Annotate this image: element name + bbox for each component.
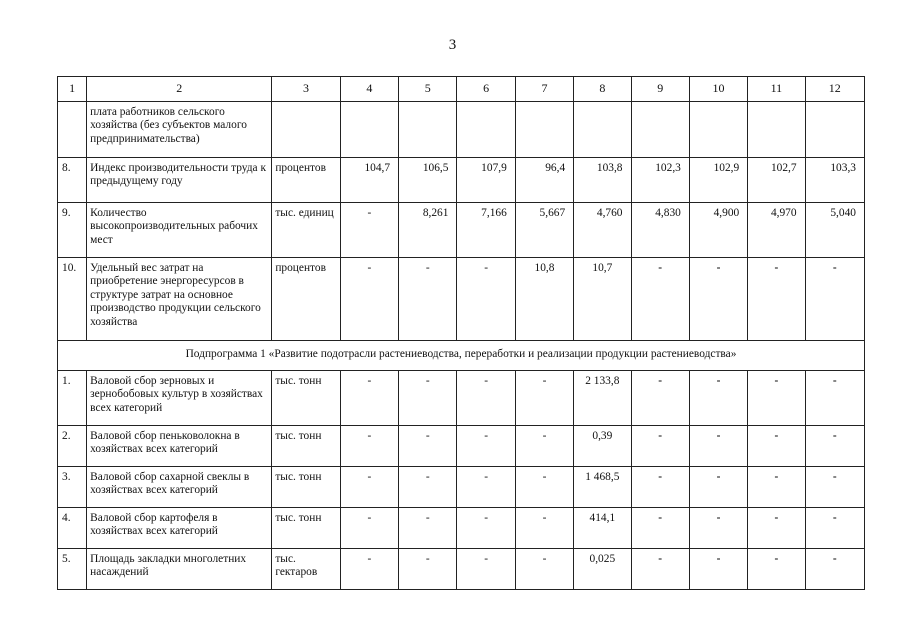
table-row (58, 257, 865, 340)
value-cell: - (340, 466, 398, 507)
column-header: 5 (399, 77, 457, 102)
value-cell (748, 101, 805, 157)
unit-cell: процентов (272, 257, 340, 340)
value-cell: - (340, 548, 398, 589)
value-cell: - (689, 257, 747, 340)
value-cell: - (748, 466, 805, 507)
value-cell: 8,261 (399, 202, 457, 257)
value-cell: - (689, 425, 747, 466)
value-cell: 106,5 (399, 157, 457, 202)
value-cell: 0,39 (574, 425, 631, 466)
value-cell: - (399, 507, 457, 548)
value-cell: - (689, 548, 747, 589)
value-cell (631, 101, 689, 157)
value-cell: - (631, 425, 689, 466)
value-cell: - (805, 370, 864, 425)
row-number: 5. (58, 548, 87, 589)
value-cell: - (515, 548, 573, 589)
table-row (58, 507, 865, 548)
value-cell (399, 101, 457, 157)
value-cell: 104,7 (340, 157, 398, 202)
value-cell: 4,760 (574, 202, 631, 257)
column-header: 3 (272, 77, 340, 102)
column-header: 6 (457, 77, 515, 102)
table-header-row (58, 77, 865, 102)
column-header: 11 (748, 77, 805, 102)
value-cell: 1 468,5 (574, 466, 631, 507)
indicator-name: Удельный вес затрат на приобретение энергоресурсов в структуре затрат на основное производство продукции сельского хозяйства (87, 257, 272, 340)
value-cell: - (399, 370, 457, 425)
value-cell: 7,166 (457, 202, 515, 257)
table-row (58, 548, 865, 589)
indicator-name: Валовой сбор сахарной свеклы в хозяйствах всех категорий (87, 466, 272, 507)
value-cell: - (340, 257, 398, 340)
indicator-name: Площадь закладки многолетних насаждений (87, 548, 272, 589)
value-cell: - (457, 425, 515, 466)
column-header: 7 (515, 77, 573, 102)
table-row (58, 157, 865, 202)
value-cell: - (805, 466, 864, 507)
indicator-name: Количество высокопроизводительных рабочих мест (87, 202, 272, 257)
indicators-table (57, 76, 865, 590)
value-cell: - (631, 370, 689, 425)
row-number: 9. (58, 202, 87, 257)
value-cell: - (340, 202, 398, 257)
row-number: 8. (58, 157, 87, 202)
value-cell: 414,1 (574, 507, 631, 548)
unit-cell: тыс. тонн (272, 466, 340, 507)
value-cell: - (805, 548, 864, 589)
value-cell: - (805, 507, 864, 548)
value-cell: 103,3 (805, 157, 864, 202)
indicator-name: плата работников сельского хозяйства (без субъектов малого предпринимательства) (87, 101, 272, 157)
value-cell: 102,7 (748, 157, 805, 202)
unit-cell: тыс. тонн (272, 370, 340, 425)
value-cell: 10,7 (574, 257, 631, 340)
value-cell: - (399, 257, 457, 340)
value-cell: 102,9 (689, 157, 747, 202)
value-cell: - (689, 466, 747, 507)
value-cell: 102,3 (631, 157, 689, 202)
value-cell: - (457, 257, 515, 340)
value-cell: - (515, 370, 573, 425)
value-cell: 5,667 (515, 202, 573, 257)
column-header: 1 (58, 77, 87, 102)
column-header: 8 (574, 77, 631, 102)
value-cell: - (457, 370, 515, 425)
unit-cell: тыс. гектаров (272, 548, 340, 589)
value-cell: - (805, 425, 864, 466)
value-cell: - (689, 507, 747, 548)
value-cell: - (748, 507, 805, 548)
value-cell: 4,900 (689, 202, 747, 257)
table-row (58, 202, 865, 257)
value-cell: - (748, 370, 805, 425)
value-cell: 10,8 (515, 257, 573, 340)
value-cell: - (631, 466, 689, 507)
value-cell: 4,830 (631, 202, 689, 257)
value-cell (340, 101, 398, 157)
table-row (58, 370, 865, 425)
subprogram-heading-row (58, 340, 865, 370)
value-cell: 2 133,8 (574, 370, 631, 425)
column-header: 4 (340, 77, 398, 102)
column-header: 12 (805, 77, 864, 102)
row-number: 1. (58, 370, 87, 425)
value-cell: - (399, 466, 457, 507)
value-cell: - (340, 507, 398, 548)
value-cell: - (340, 425, 398, 466)
value-cell: - (805, 257, 864, 340)
column-header: 10 (689, 77, 747, 102)
value-cell: 0,025 (574, 548, 631, 589)
value-cell (689, 101, 747, 157)
value-cell: - (631, 257, 689, 340)
value-cell: 4,970 (748, 202, 805, 257)
value-cell: - (631, 548, 689, 589)
value-cell (457, 101, 515, 157)
value-cell: - (515, 466, 573, 507)
page-number: 3 (448, 37, 457, 53)
unit-cell: тыс. тонн (272, 507, 340, 548)
value-cell: - (457, 507, 515, 548)
value-cell: - (399, 548, 457, 589)
value-cell (574, 101, 631, 157)
value-cell: - (748, 548, 805, 589)
unit-cell: тыс. единиц (272, 202, 340, 257)
table-row (58, 425, 865, 466)
value-cell: - (399, 425, 457, 466)
value-cell: - (748, 425, 805, 466)
row-number: 2. (58, 425, 87, 466)
row-number: 3. (58, 466, 87, 507)
table-row (58, 101, 865, 157)
row-number (58, 101, 87, 157)
value-cell (805, 101, 864, 157)
value-cell: - (340, 370, 398, 425)
indicator-name: Валовой сбор картофеля в хозяйствах всех категорий (87, 507, 272, 548)
value-cell: - (748, 257, 805, 340)
value-cell: - (515, 425, 573, 466)
table-row (58, 466, 865, 507)
value-cell: - (689, 370, 747, 425)
unit-cell (272, 101, 340, 157)
indicator-name: Валовой сбор зерновых и зернобобовых культур в хозяйствах всех категорий (87, 370, 272, 425)
value-cell: 107,9 (457, 157, 515, 202)
column-header: 2 (87, 77, 272, 102)
value-cell: 103,8 (574, 157, 631, 202)
indicator-name: Индекс производительности труда к предыдущему году (87, 157, 272, 202)
value-cell: - (457, 548, 515, 589)
row-number: 10. (58, 257, 87, 340)
value-cell: - (631, 507, 689, 548)
value-cell: 5,040 (805, 202, 864, 257)
unit-cell: тыс. тонн (272, 425, 340, 466)
indicator-name: Валовой сбор пеньковолокна в хозяйствах всех категорий (87, 425, 272, 466)
value-cell: - (515, 507, 573, 548)
value-cell: 96,4 (515, 157, 573, 202)
unit-cell: процентов (272, 157, 340, 202)
value-cell: - (457, 466, 515, 507)
column-header: 9 (631, 77, 689, 102)
value-cell (515, 101, 573, 157)
row-number: 4. (58, 507, 87, 548)
subprogram-title: Подпрограмма 1 «Развитие подотрасли растениеводства, переработки и реализации продукции растениеводства» (58, 340, 865, 370)
